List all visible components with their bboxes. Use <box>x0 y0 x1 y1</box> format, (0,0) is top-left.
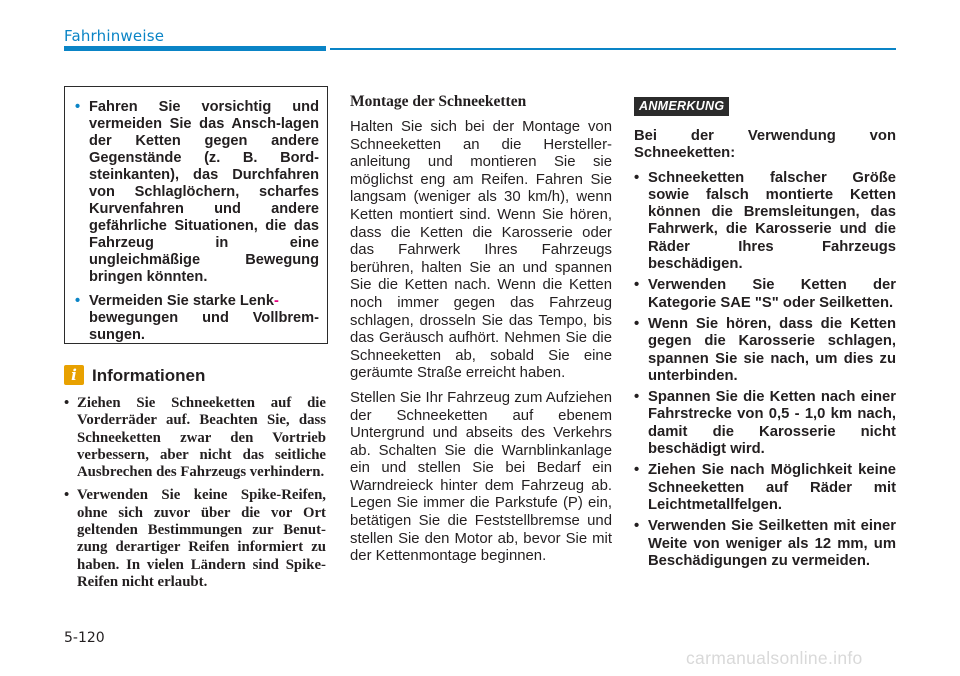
info-list <box>64 395 326 597</box>
note-section <box>634 97 896 574</box>
bullet-icon: • <box>634 277 640 294</box>
header-rule-thin <box>330 48 896 50</box>
hyphen-mark: - <box>273 293 279 309</box>
bullet-icon: • <box>64 395 70 411</box>
list-item <box>634 462 896 514</box>
note-badge: ANMERKUNG <box>634 97 729 116</box>
note-item-text: Spannen Sie die Ketten nach einer Fahrstrecke von 0,5 - 1,0 km nach, damit die Karosserie nicht beschädigt wird. <box>648 389 896 458</box>
list-item <box>634 518 896 570</box>
bullet-icon: • <box>64 487 70 504</box>
warning-item <box>75 293 319 344</box>
montage-heading: Montage der Schneeketten <box>350 93 527 110</box>
list-item <box>64 487 326 591</box>
info-item-text: Verwenden Sie keine Spike-Reifen, ohne sich zuvor über die vor Ort geltenden Bestimmungen zur Benut-zung derartiger Reifen informiert zu haben. In vielen Ländern sind Spike-Reifen nicht erlaubt. <box>77 487 326 590</box>
bullet-icon: • <box>75 293 81 309</box>
bullet-icon: • <box>634 518 640 535</box>
montage-paragraph: Halten Sie sich bei der Montage von Schneeketten an die Hersteller-anleitung und montieren Sie sie möglichst eng am Reifen. Fahren Sie langsam (weniger als 30 km/h), wenn Ketten montiert sind. Wenn Sie hören, dass die Ketten die Karosserie oder das Fahrwerk Ihres Fahrzeugs berühren, halten Sie an und spannen Sie die Ketten nach. Wenn die Ketten noch immer gegen das Fahrzeug schlagen, drosseln Sie das Tempo, bis das Geräusch aufhört. Nehmen Sie die Schneeketten ab, sobald Sie eine geräumte Straße erreicht haben. <box>350 119 612 382</box>
note-item-text: Schneeketten falscher Größe sowie falsch montierte Ketten können die Bremsleitungen, das Fahrwerk, die Karosserie und die Räder Ihres Fahrzeugs beschädigen. <box>648 169 896 273</box>
list-item <box>634 316 896 385</box>
montage-paragraph: Stellen Sie Ihr Fahrzeug zum Aufziehen der Schneeketten auf ebenem Untergrund und abseits des Verkehrs ab. Schalten Sie die Warnblinkanlage ein und stellen Sie bei Bedarf ein Warndreieck hinter dem Fahrzeug ab. Legen Sie immer die Parkstufe (P) ein, betätigen Sie die Feststellbremse und stellen Sie den Motor ab, bevor Sie mit der Kettenmontage beginnen. <box>350 389 612 565</box>
watermark: carmanualsonline.info <box>686 648 863 668</box>
warning-item-text: Fahren Sie vorsichtig und vermeiden Sie das Ansch-lagen der Ketten gegen andere Gegenstände (z. B. Bord-steinkanten), das Durchfahren von Schlaglöchern, scharfes Kurvenfahren und andere gefährliche Situationen, die das Fahrzeug in eine ungleichmäßige Bewegung bringen könnten. <box>89 99 319 285</box>
page-number: 5-120 <box>64 630 105 646</box>
info-title: Informationen <box>92 366 206 385</box>
list-item <box>64 395 326 481</box>
bullet-icon: • <box>634 315 640 332</box>
list-item <box>634 277 896 312</box>
note-intro: Bei der Verwendung von Schneeketten: <box>634 128 896 162</box>
note-item-text: Wenn Sie hören, dass die Ketten gegen die Karosserie schlagen, spannen Sie sie nach, um dies zu unterbinden. <box>648 315 896 384</box>
bullet-icon: • <box>634 389 640 406</box>
note-item-text: Verwenden Sie Ketten der Kategorie SAE "S" oder Seilketten. <box>648 277 896 311</box>
bullet-icon: • <box>75 99 81 115</box>
info-item-text: Ziehen Sie Schneeketten auf die Vorderräder auf. Beachten Sie, dass Schneeketten zwar den Vortrieb verbessern, aber nicht das seitliche Ausbrechen des Fahrzeugs verhindern. <box>77 395 326 481</box>
list-item <box>634 170 896 274</box>
note-item-text: Ziehen Sie nach Möglichkeit keine Schneeketten auf Räder mit Leichtmetallfelgen. <box>648 462 896 513</box>
header-rule-thick <box>64 46 326 51</box>
info-icon: i <box>64 365 84 385</box>
warning-item-text: Vermeiden Sie starke Lenk <box>89 293 274 309</box>
note-item-text: Verwenden Sie Seilketten mit einer Weite von weniger als 12 mm, um Beschädigungen zu vermeiden. <box>648 518 896 569</box>
warning-item-text-cont: bewegungen und Vollbrem-sungen. <box>89 310 319 343</box>
warning-box <box>64 86 328 344</box>
list-item <box>634 389 896 458</box>
bullet-icon: • <box>634 169 640 186</box>
warning-item <box>75 99 319 286</box>
montage-section <box>350 93 612 573</box>
bullet-icon: • <box>634 462 640 479</box>
section-title: Fahrhinweise <box>64 27 165 45</box>
